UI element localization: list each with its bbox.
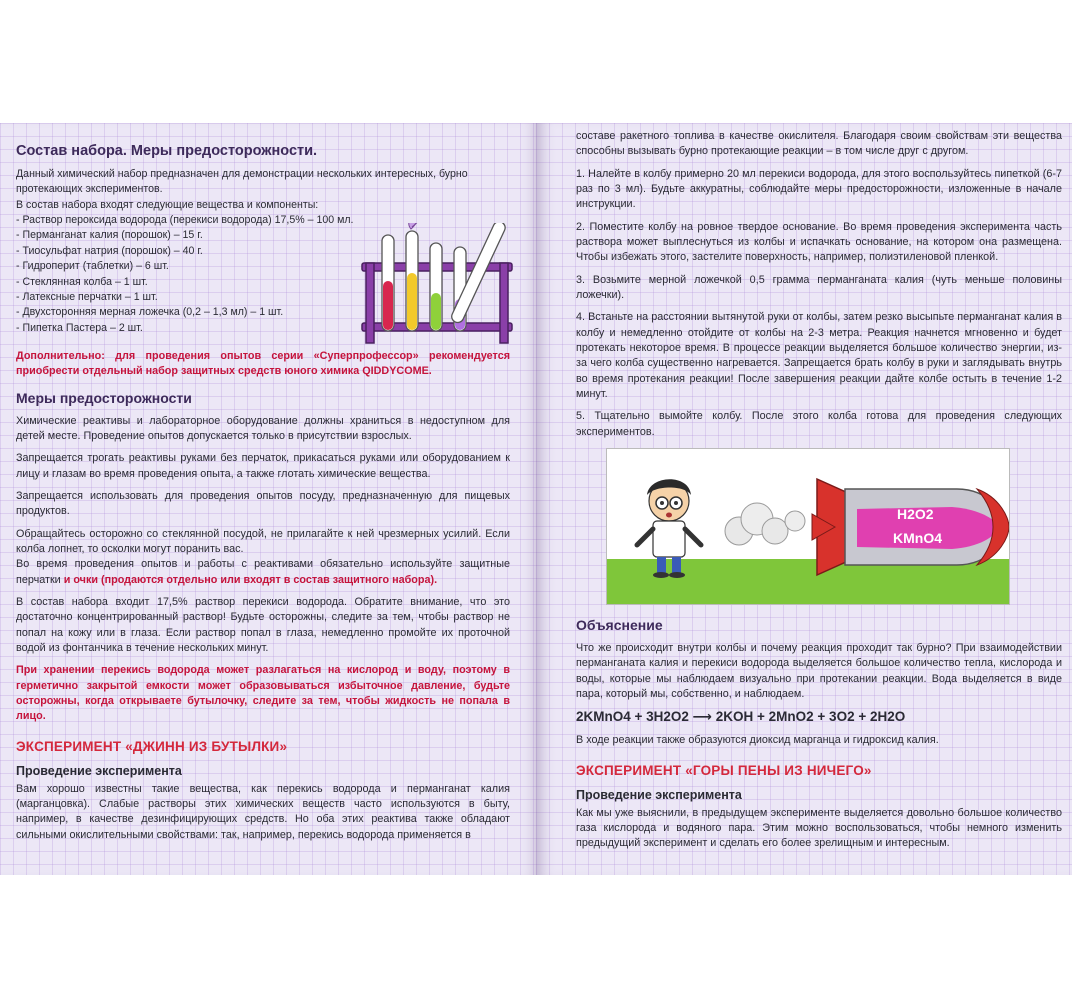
test-tubes-illustration: [354, 223, 524, 353]
composition-title: Состав набора. Меры предосторожности.: [16, 143, 318, 159]
booklet-spread: [0, 123, 1072, 875]
step-4: 4. Встаньте на расстоянии вытянутой руки от колбы, затем резко высыпьте перманганат калия в колбу и немедленно отойдите от колбы на 2-3 метра. Реакция начнется мгновенно и будет протекать некоторое время. В процессе реакции выделяется большое количество энергии, из-за чего колба существенно нагревается. Запрещается брать колбу в руки и заглядывать внутрь во время протекания реакции! После завершения реакции дайте колбе остыть в течение 1-2 минут.: [576, 311, 1062, 400]
rocket-label-kmno4: KMnO4: [893, 529, 942, 546]
storage-warning: При хранении перекись водорода может разлагаться на кислород и воду, поэтому в герметично закрытой емкости может образовываться избыточное давление, будьте осторожны, когда открываете бутылочку, следите за тем, чтобы жидкость не попала в лицо.: [16, 664, 510, 723]
peroxide-paragraph: В состав набора входит 17,5% раствор перекиси водорода. Обратите внимание, что это достаточно концентрированный раствор! Будьте осторожны, следите за тем, чтобы раствор не попал на кожу или в глаза. Если раствор попал в глаза, немедленно промойте их проточной водой из фонтанчика в течение нескольких минут.: [16, 595, 510, 654]
safety-paragraph: Запрещается трогать реактивы руками без перчаток, прикасаться руками или оборудованием к лицу и глазам во время проведения опыта, а также глотать химические вещества.: [16, 452, 510, 480]
continued-text: составе ракетного топлива в качестве окислителя. Благодаря своим свойствам эти вещества способны вызывать бурно протекающие реакции – в том числе друг с другом.: [576, 130, 1062, 158]
experiment-title: ЭКСПЕРИМЕНТ «ДЖИНН ИЗ БУТЫЛКИ»: [16, 738, 288, 754]
step-3: 3. Возьмите мерной ложечкой 0,5 грамма перманганата калия (чуть меньше половины ложечки).: [576, 273, 1062, 301]
step-1: 1. Налейте в колбу примерно 20 мл перекиси водорода, для этого воспользуйтесь пипеткой (6-7 раз по 3 мл). Будьте аккуратны, соблюдайте меры предосторожности, изложенные в начале инструкции.: [576, 167, 1062, 211]
additional-note: Дополнительно: для проведения опытов серии «Суперпрофессор» рекомендуется приобрести отдельный набор защитных средств юного химика QIDDYCOME.: [16, 350, 510, 378]
explanation-title: Объяснение: [576, 616, 663, 633]
experiment2-title: ЭКСПЕРИМЕНТ «ГОРЫ ПЕНЫ ИЗ НИЧЕГО»: [576, 762, 872, 778]
safety-paragraph: Химические реактивы и лабораторное оборудование должны храниться в недоступном для детей месте. Проведение опытов допускается только в присутствии взрослых.: [16, 414, 510, 442]
composition-block: [16, 167, 510, 345]
list-item: - Тиосульфат натрия (порошок) – 40 г.: [16, 244, 203, 257]
safety-glasses-paragraph: [16, 557, 510, 588]
list-item: - Пипетка Пастера – 2 шт.: [16, 321, 143, 334]
safety-glasses-warning: и очки (продаются отдельно или входят в состав защитного набора).: [63, 573, 438, 586]
intro-text: Данный химический набор предназначен для демонстрации нескольких интересных, бурно протекающих экспериментов.: [16, 168, 468, 196]
explanation-text: Что же происходит внутри колбы и почему реакция проходит так бурно? При взаимодействии перманганата калия и перекиси водорода выделяется большое количество тепла, кислорода и воды, которые мы наблюдаем визуально при протекании реакции. Вода выделяется в виде пара, который мы, собственно, и наблюдаем.: [576, 641, 1062, 700]
list-item: - Стеклянная колба – 1 шт.: [16, 275, 148, 288]
rocket-label-h2o2: H2O2: [897, 505, 934, 522]
experiment2-text: Как мы уже выяснили, в предыдущем эксперименте выделяется довольно большое количество газа кислорода и водяного пара. Этим можно воспользоваться, чтобы немного изменить предыдущий эксперимент и сделать его более зрелищным и интересным.: [576, 806, 1062, 850]
safety-title: Меры предосторожности: [16, 389, 192, 406]
list-heading: В состав набора входят следующие вещества и компоненты:: [16, 198, 319, 211]
list-item: - Перманганат калия (порошок) – 15 г.: [16, 229, 203, 242]
list-item: - Гидроперит (таблетки) – 6 шт.: [16, 260, 169, 273]
rocket-illustration: [606, 448, 1010, 605]
experiment-text: Вам хорошо известны такие вещества, как перекись водорода и перманганат калия (марганцовка). Слабые растворы этих химических веществ часто используются в быту, например, в качестве дезинфицирующих средств. Но оба этих реактива также обладают сильными окислительными свойствами: так, например, перекись водорода применяется в: [16, 782, 510, 841]
experiment-subtitle: Проведение эксперимента: [16, 763, 182, 778]
safety-glasses-text: Во время проведения опытов и работы с реактивами обязательно используйте защитные перчатки: [16, 558, 510, 586]
list-item: - Латексные перчатки – 1 шт.: [16, 290, 158, 303]
safety-paragraph: Запрещается использовать для проведения опытов посуду, предназначенную для пищевых продуктов.: [16, 489, 510, 518]
list-item: - Раствор пероксида водорода (перекиси водорода) 17,5% – 100 мл.: [16, 214, 354, 227]
left-page: [0, 123, 536, 875]
safety-paragraph: Обращайтесь осторожно со стеклянной посудой, не прилагайте к ней чрезмерных усилий. Если колба лопнет, то осколки могут поранить вас.: [16, 527, 510, 555]
reaction-formula: 2KMnO4 + 3H2O2 ⟶ 2KOH + 2MnO2 + 3O2 + 2H2O: [576, 709, 906, 725]
list-item: - Двухсторонняя мерная ложечка (0,2 – 1,3 мл) – 1 шт.: [16, 306, 284, 319]
right-page: [536, 123, 1072, 875]
rocket-scene-icon: [607, 449, 1009, 604]
step-2: 2. Поместите колбу на ровное твердое основание. Во время проведения эксперимента часть раствора может выплеснуться из колбы и испачкать основание, на котором она размещена. Чтобы избежать этого, застелите поверхность, например, полиэтиленовой пленкой.: [576, 220, 1062, 264]
step-5: 5. Тщательно вымойте колбу. После этого колба готова для проведения следующих экспериментов.: [576, 410, 1062, 438]
experiment2-subtitle: Проведение эксперимента: [576, 787, 742, 802]
after-formula-text: В ходе реакции также образуются диоксид марганца и гидроксид калия.: [576, 734, 939, 747]
